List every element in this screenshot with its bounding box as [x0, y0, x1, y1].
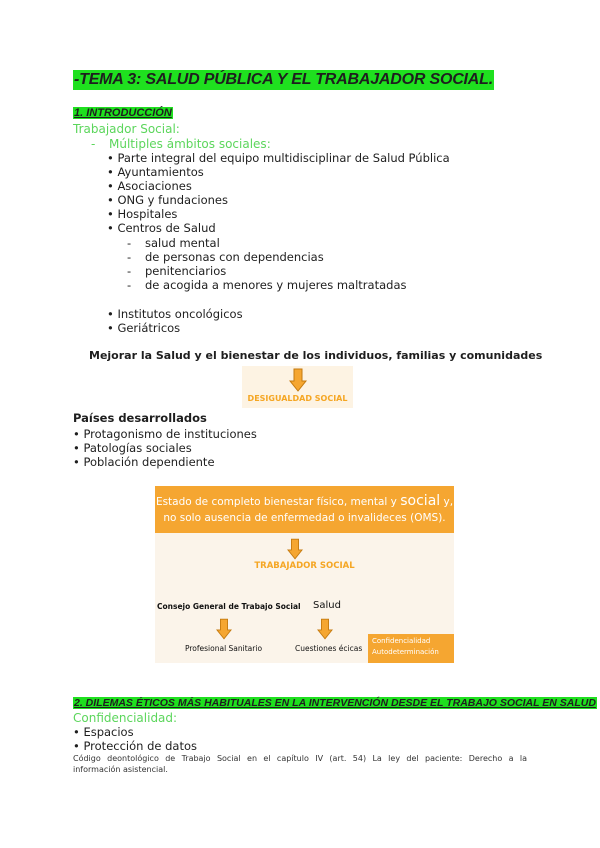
oms-text: Estado de completo bienestar físico, mental y	[155, 496, 401, 508]
section-2-heading: 2. DILEMAS ÉTICOS MÁS HABITUALES EN LA INTERVENCIÓN DESDE EL TRABAJO SOCIAL EN SALUD	[74, 697, 596, 709]
profesional-label: Profesional Sanitario	[185, 644, 263, 653]
oms-line-1	[155, 493, 454, 510]
confidencialidad-subheading: Confidencialidad:	[73, 711, 178, 725]
oms-line-2: no solo ausencia de enfermedad o invalideces (OMS).	[163, 512, 446, 524]
list-item: • Centros de Salud	[107, 221, 216, 235]
oms-diagram	[155, 486, 454, 663]
down-arrow-icon	[287, 538, 303, 560]
paragraph-line: información asistencial.	[73, 765, 168, 774]
list-item: • Patologías sociales	[73, 441, 192, 455]
down-arrow-icon	[216, 618, 232, 640]
list-item-text: penitenciarios	[145, 264, 227, 278]
bullet-list-2	[107, 307, 243, 335]
list-item	[127, 264, 406, 278]
list-item-text: de acogida a menores y mujeres maltratadas	[145, 278, 407, 292]
list-item: • Institutos oncológicos	[107, 307, 243, 321]
list-item	[127, 236, 406, 250]
list-item	[127, 250, 406, 264]
list-item: • Parte integral del equipo multidisciplinar de Salud Pública	[107, 151, 450, 165]
paises-list	[73, 427, 257, 469]
page-title: -TEMA 3: SALUD PÚBLICA Y EL TRABAJADOR SOCIAL.	[74, 71, 493, 88]
confidencialidad-box	[368, 634, 454, 663]
goal-statement: Mejorar la Salud y el bienestar de los individuos, familias y comunidades	[89, 349, 543, 362]
cuestiones-label: Cuestiones écicas	[295, 644, 363, 653]
paises-heading: Países desarrollados	[73, 411, 207, 425]
list-item	[127, 278, 406, 292]
list-item-text: salud mental	[145, 236, 220, 250]
list-item: • Espacios	[73, 725, 134, 739]
oms-social-word: social	[400, 493, 441, 509]
codigo-paragraph	[73, 753, 527, 775]
oms-text: y,	[440, 496, 454, 508]
list-item: • Geriátricos	[107, 321, 181, 335]
list-item-text: de personas con dependencias	[145, 250, 324, 264]
dash-marker: -	[127, 250, 132, 264]
dash-marker: -	[127, 264, 132, 278]
confidencialidad-list	[73, 725, 197, 753]
dash-marker: -	[127, 278, 132, 292]
sub-list	[127, 236, 406, 292]
down-arrow-icon	[317, 618, 333, 640]
conf-line-1: Confidencialidad	[372, 637, 431, 645]
trabajador-social-subheading: Trabajador Social:	[73, 122, 180, 136]
bullet-list	[107, 151, 450, 235]
dash-marker: -	[127, 236, 132, 250]
salud-label: Salud	[313, 600, 341, 611]
dash-marker: -	[91, 137, 96, 151]
section-1-heading: 1. INTRODUCCIÓN	[74, 107, 172, 119]
list-item: • Ayuntamientos	[107, 165, 204, 179]
list-item: • Población dependiente	[73, 455, 215, 469]
desigualdad-label: DESIGUALDAD SOCIAL	[247, 394, 348, 403]
list-item: • Asociaciones	[107, 179, 192, 193]
list-item: • Protección de datos	[73, 739, 198, 753]
consejo-label: Consejo General de Trabajo Social	[157, 602, 301, 611]
paragraph-line: Código deontológico de Trabajo Social en el capítulo IV (art. 54) La ley del paciente: Derecho a la	[73, 754, 527, 763]
list-item: • ONG y fundaciones	[107, 193, 229, 207]
down-arrow-icon	[289, 368, 307, 392]
desigualdad-box	[242, 366, 353, 408]
list-item: • Hospitales	[107, 207, 178, 221]
oms-definition-bar	[155, 486, 454, 533]
ambitos-heading: Múltiples ámbitos sociales:	[109, 137, 271, 151]
list-item: • Protagonismo de instituciones	[73, 427, 257, 441]
conf-line-2: Autodeterminación	[372, 648, 439, 656]
trabajador-social-label: TRABAJADOR SOCIAL	[254, 561, 355, 571]
